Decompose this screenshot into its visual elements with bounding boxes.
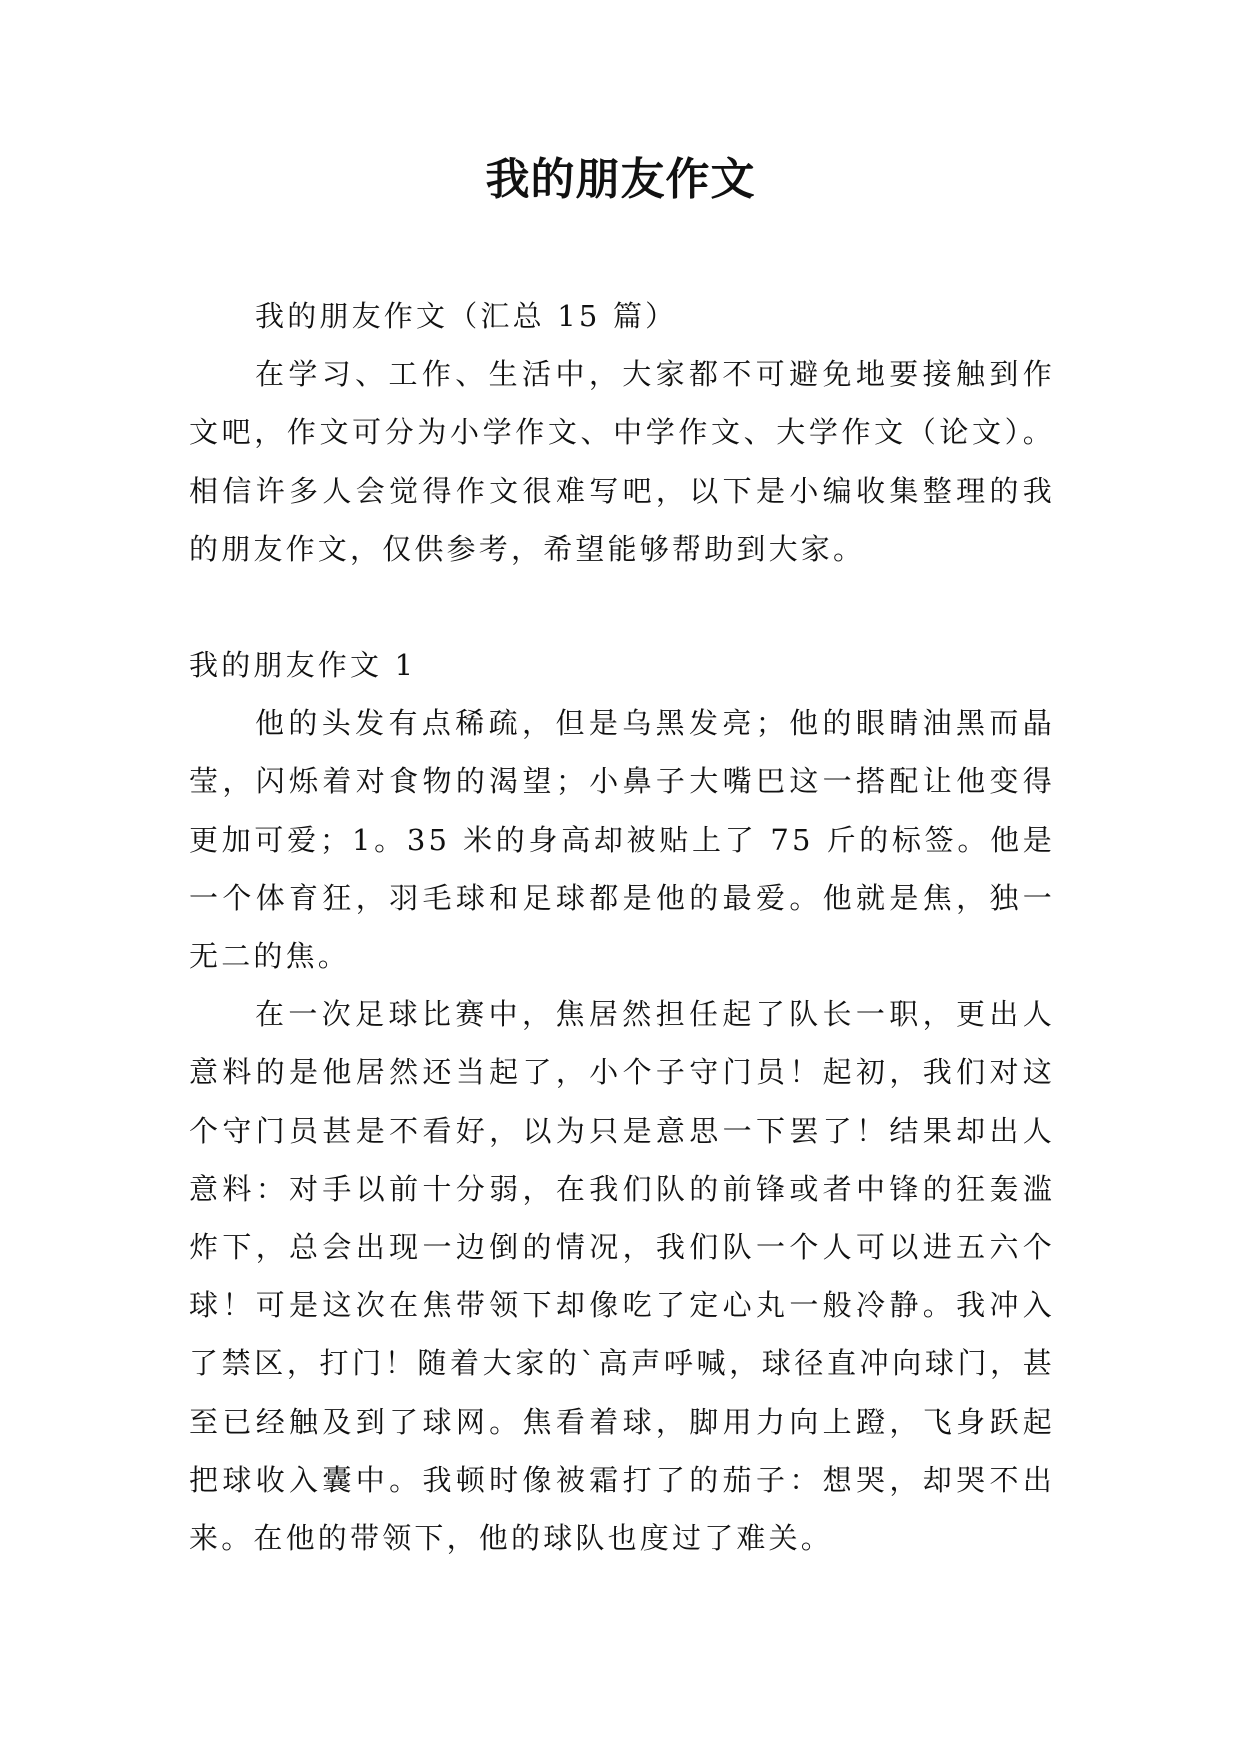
document-title: 我的朋友作文	[485, 154, 756, 205]
document-subtitle: 我的朋友作文（汇总 15 篇）	[255, 299, 678, 333]
document-body	[189, 287, 1055, 1567]
intro-paragraph: 在学习、工作、生活中，大家都不可避免地要接触到作文吧，作文可分为小学作文、中学作文、大学作文（论文）。相信许多人会觉得作文很难写吧，以下是小编收集整理的我的朋友作文，仅供参考，希望能够帮助到大家。	[189, 357, 1055, 566]
paragraph-spacer	[189, 578, 1055, 636]
body-paragraph: 他的头发有点稀疏，但是乌黑发亮；他的眼睛油黑而晶莹，闪烁着对食物的渴望；小鼻子大嘴巴这一搭配让他变得更加可爱；1。35 米的身高却被贴上了 75 斤的标签。他是一个体育狂，羽毛球和足球都是他的最爱。他就是焦，独一无二的焦。	[189, 706, 1055, 974]
section-heading: 我的朋友作文 1	[189, 648, 417, 683]
body-paragraph: 在一次足球比赛中，焦居然担任起了队长一职，更出人意料的是他居然还当起了，小个子守门员！起初，我们对这个守门员甚是不看好，以为只是意思一下罢了！结果却出人意料：对手以前十分弱，在我们队的前锋或者中锋的狂轰滥炸下，总会出现一边倒的情况，我们队一个人可以进五六个球！可是这次在焦带领下却像吃了定心丸一般冷静。我冲入了禁区，打门！随着大家的`高声呼喊，球径直冲向球门，甚至已经触及到了球网。焦看着球，脚用力向上蹬，飞身跃起把球收入囊中。我顿时像被霜打了的茄子：想哭，却哭不出来。在他的带领下，他的球队也度过了难关。	[189, 997, 1055, 1556]
